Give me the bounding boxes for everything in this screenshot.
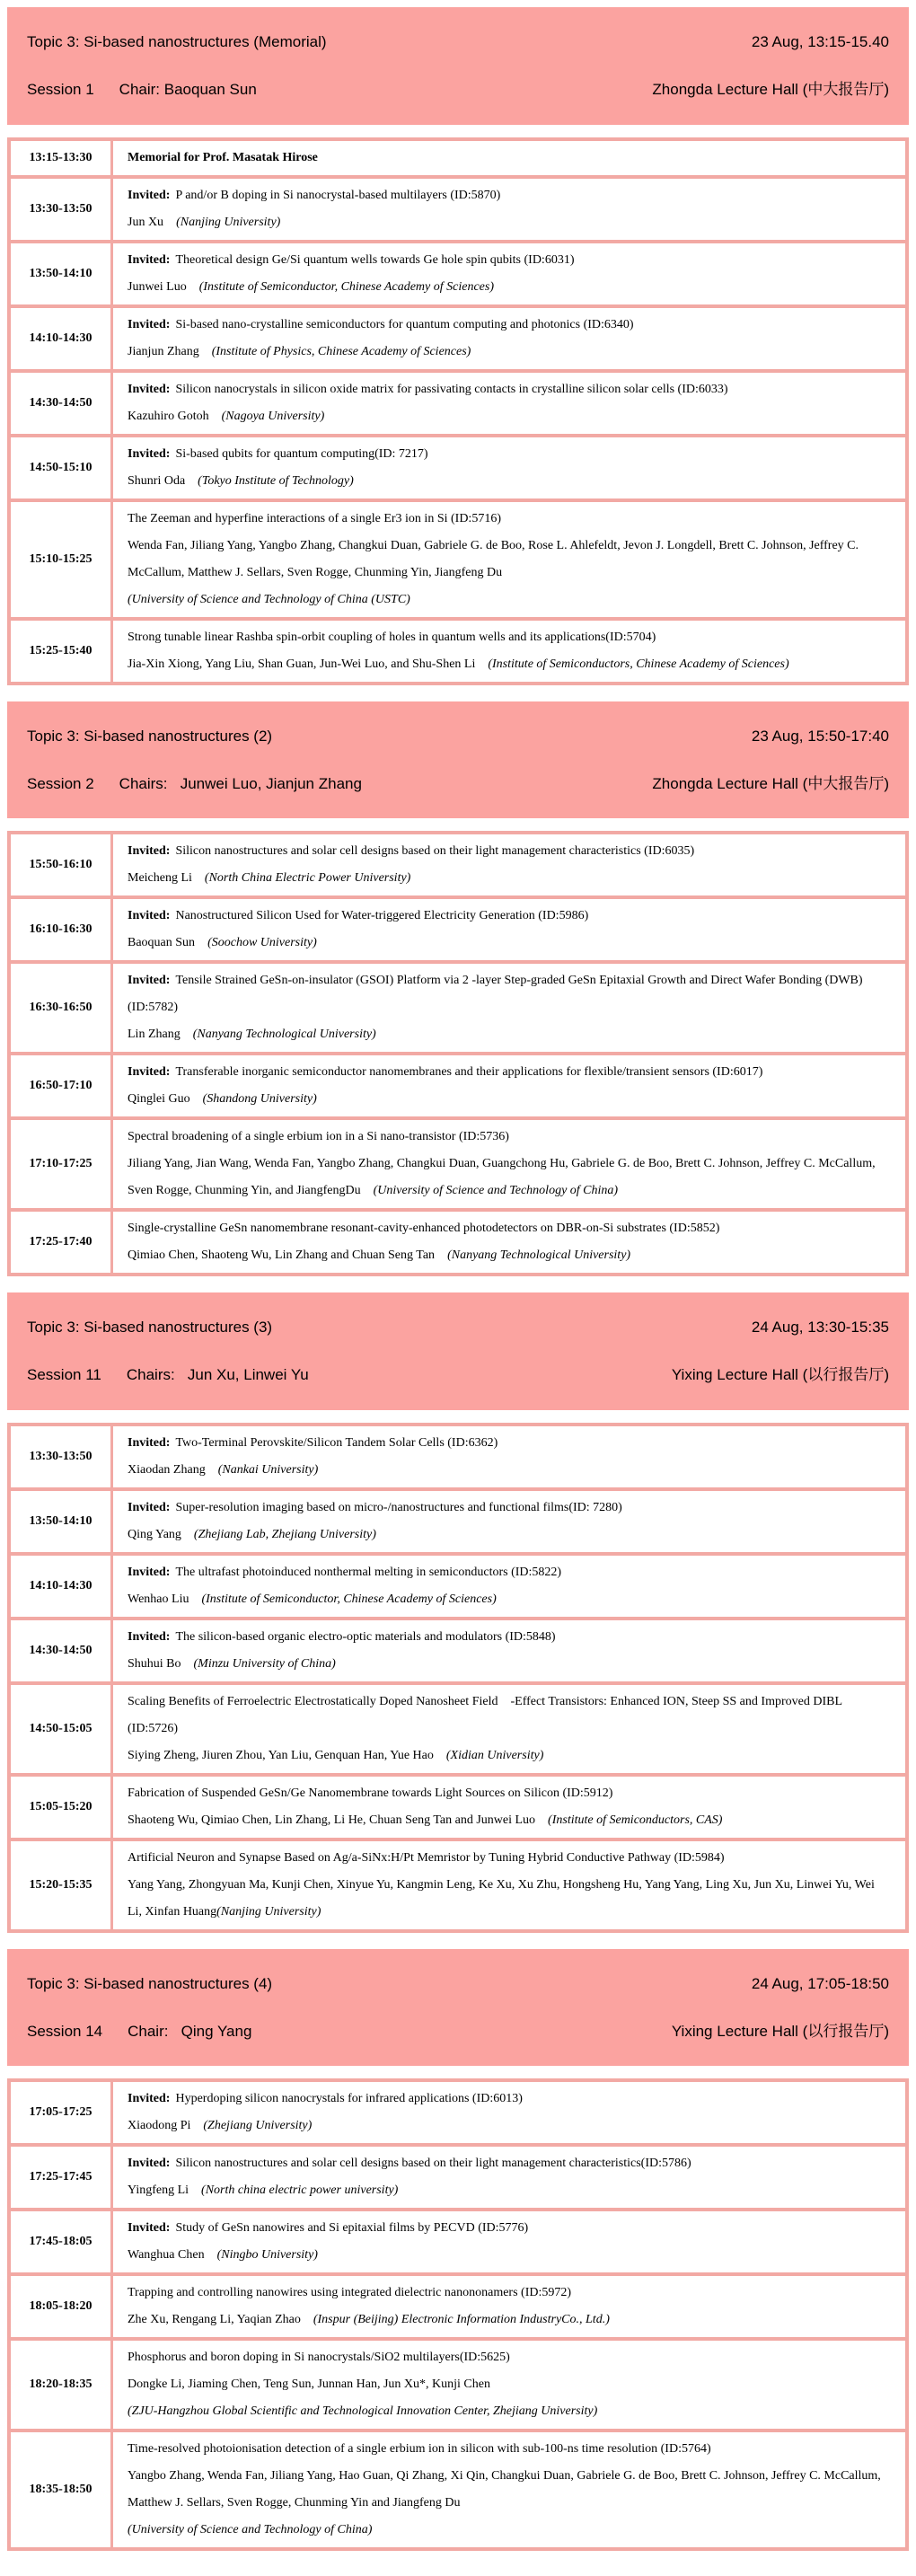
talk-cell bbox=[113, 502, 905, 617]
talk-title-line bbox=[128, 506, 891, 533]
talk-title-line bbox=[128, 1495, 891, 1522]
talk-row bbox=[11, 498, 905, 617]
session-info bbox=[27, 80, 257, 99]
talk-row bbox=[11, 834, 905, 895]
talk-authors-line bbox=[128, 1151, 891, 1204]
talk-authors: Jiliang Yang, Jian Wang, Wenda Fan, Yangbo Zhang, Changkui Duan, Guangchong Hu, Gabriele G. de Boo, Brett C. Johnson, Jeffrey C. McCallum, Sven Rogge, Chunming Yin, and JiangfengDu bbox=[128, 1157, 879, 1197]
time-slot: 14:30-14:50 bbox=[11, 1620, 113, 1681]
talk-row bbox=[11, 895, 905, 960]
talk-title: Trapping and controlling nanowires using integrated dielectric nanononamers (ID:5972) bbox=[128, 2286, 572, 2299]
talk-title: Study of GeSn nanowires and Si epitaxial films by PECVD (ID:5776) bbox=[175, 2221, 529, 2235]
talk-row bbox=[11, 1773, 905, 1838]
talk-row bbox=[11, 2272, 905, 2337]
talk-title: Silicon nanostructures and solar cell designs based on their light management characteristics (ID:6035) bbox=[175, 844, 695, 858]
time-slot: 14:30-14:50 bbox=[11, 373, 113, 434]
talk-authors: Shunri Oda bbox=[128, 473, 186, 488]
talk-authors-line bbox=[128, 1872, 891, 1926]
invited-label: Invited: bbox=[128, 1435, 171, 1450]
talk-affiliation: (Nanyang Technological University) bbox=[192, 1028, 376, 1041]
session-info bbox=[27, 2022, 251, 2041]
session-row bbox=[27, 774, 889, 793]
talk-row bbox=[11, 1838, 905, 1929]
talk-cell bbox=[113, 1620, 905, 1681]
talk-authors: Zhe Xu, Rengang Li, Yaqian Zhao bbox=[128, 2313, 301, 2326]
invited-label: Invited: bbox=[128, 2157, 171, 2170]
talk-row bbox=[11, 2082, 905, 2143]
talk-title: Tensile Strained GeSn-on-insulator (GSOI) Platform via 2 -layer Step-graded GeSn Epitaxial Growth and Direct Wafer Bonding (DWB) (ID:5782) bbox=[128, 974, 867, 1014]
talk-affiliation: (ZJU-Hangzhou Global Scientific and Technological Innovation Center, Zhejiang University) bbox=[128, 2404, 598, 2418]
time-slot: 14:50-15:05 bbox=[11, 1685, 113, 1773]
invited-label: Invited: bbox=[128, 844, 171, 858]
talk-affiliation: (Nanjing University) bbox=[176, 215, 281, 229]
talk-title: Time-resolved photoionisation detection of a single erbium ion in silicon with sub-100-ns time resolution (ID:5764) bbox=[128, 2442, 711, 2456]
talk-affiliation: (University of Science and Technology of China) bbox=[128, 2523, 373, 2536]
schedule-table bbox=[7, 2078, 909, 2551]
talk-row bbox=[11, 1052, 905, 1116]
time-slot: 16:30-16:50 bbox=[11, 964, 113, 1052]
talk-affiliation: (Ningbo University) bbox=[216, 2248, 318, 2262]
talk-cell bbox=[113, 1055, 905, 1116]
talk-affiliation: (Zhejiang University) bbox=[203, 2119, 313, 2132]
invited-label: Invited: bbox=[128, 2221, 171, 2235]
invited-label: Invited: bbox=[128, 1500, 171, 1514]
talk-title: Theoretical design Ge/Si quantum wells towards Ge hole spin qubits (ID:6031) bbox=[175, 252, 575, 267]
talk-title: Scaling Benefits of Ferroelectric Electrostatically Doped Nanosheet Field -Effect Transistors: Enhanced ION, Steep SS and Improved DIBL (ID:5726) bbox=[128, 1694, 845, 1735]
talk-affiliation: (North china electric power university) bbox=[201, 2183, 399, 2197]
lecture-hall: Zhongda Lecture Hall (中大报告厅) bbox=[652, 774, 889, 792]
talk-row bbox=[11, 1552, 905, 1617]
talk-title-line bbox=[128, 2086, 891, 2113]
talk-authors-line bbox=[128, 2177, 891, 2204]
talk-authors-line bbox=[128, 209, 891, 236]
talk-authors-line bbox=[128, 468, 891, 495]
talk-authors-line bbox=[128, 1457, 891, 1484]
talk-cell bbox=[113, 2341, 905, 2429]
talk-authors: Jun Xu bbox=[128, 215, 164, 229]
talk-authors-line bbox=[128, 533, 891, 587]
talk-title-line bbox=[128, 1430, 891, 1457]
talk-cell bbox=[113, 2211, 905, 2272]
talk-authors: Wenhao Liu bbox=[128, 1592, 189, 1606]
talk-title-line bbox=[128, 1780, 891, 1807]
talk-authors-line bbox=[128, 2307, 891, 2333]
time-slot: 15:10-15:25 bbox=[11, 502, 113, 617]
talk-authors: Baoquan Sun bbox=[128, 936, 196, 949]
talk-authors: Wenda Fan, Jiliang Yang, Yangbo Zhang, Changkui Duan, Gabriele G. de Boo, Rose L. Ahlefeldt, Jevon J. Longdell, Brett C. Johnson, Jeffrey C. McCallum, Matthew J. Sellars, Sven Rogge, Chunming Yin, Jiangfeng Du bbox=[128, 538, 862, 579]
time-slot: 13:15-13:30 bbox=[11, 141, 113, 175]
talk-title: Transferable inorganic semiconductor nanomembranes and their applications for flexible/transient sensors (ID:6017) bbox=[175, 1065, 763, 1079]
talk-row bbox=[11, 434, 905, 498]
talk-affiliation: (University of Science and Technology of China (USTC) bbox=[128, 592, 410, 606]
topic-title: Topic 3: Si-based nanostructures (3) bbox=[27, 1319, 273, 1336]
session-datetime: 24 Aug, 17:05-18:50 bbox=[751, 1974, 889, 1992]
talk-title-line bbox=[128, 1124, 891, 1151]
topic-row bbox=[27, 1318, 889, 1337]
invited-label: Invited: bbox=[128, 974, 171, 987]
schedule-table bbox=[7, 831, 909, 1276]
talk-affiliation-line bbox=[128, 2517, 891, 2544]
talk-title-line bbox=[128, 1689, 891, 1742]
talk-cell bbox=[113, 2147, 905, 2208]
invited-label: Invited: bbox=[128, 317, 171, 331]
time-slot: 15:20-15:35 bbox=[11, 1841, 113, 1929]
invited-label: Invited: bbox=[128, 446, 171, 461]
time-slot: 13:30-13:50 bbox=[11, 179, 113, 240]
session-row bbox=[27, 80, 889, 99]
topic-section bbox=[7, 701, 909, 1277]
talk-cell bbox=[113, 179, 905, 240]
time-slot: 17:25-17:40 bbox=[11, 1212, 113, 1273]
topic-row bbox=[27, 727, 889, 745]
talk-authors-line bbox=[128, 2113, 891, 2139]
topic-row bbox=[27, 32, 889, 51]
talk-authors-line bbox=[128, 1522, 891, 1548]
talk-cell bbox=[113, 1426, 905, 1487]
time-slot: 15:05-15:20 bbox=[11, 1777, 113, 1838]
time-slot: 16:50-17:10 bbox=[11, 1055, 113, 1116]
talk-authors: Shuhui Bo bbox=[128, 1656, 181, 1671]
talk-authors-line bbox=[128, 1742, 891, 1769]
session-datetime: 23 Aug, 15:50-17:40 bbox=[751, 727, 889, 745]
talk-authors-line bbox=[128, 1651, 891, 1678]
talk-row bbox=[11, 1681, 905, 1773]
talk-title-line bbox=[128, 182, 891, 209]
session-number: Session 2 bbox=[27, 774, 94, 792]
invited-label: Invited: bbox=[128, 909, 171, 922]
talk-affiliation: (Zhejiang Lab, Zhejiang University) bbox=[193, 1527, 376, 1541]
talk-authors: Dongke Li, Jiaming Chen, Teng Sun, Junnan Han, Jun Xu*, Kunji Chen bbox=[128, 2378, 490, 2391]
talk-affiliation: (Institute of Semiconductor, Chinese Academy of Sciences) bbox=[201, 1592, 497, 1606]
session-info bbox=[27, 1365, 309, 1384]
talk-title: Strong tunable linear Rashba spin-orbit coupling of holes in quantum wells and its applications(ID:5704) bbox=[128, 630, 656, 644]
talk-cell bbox=[113, 1841, 905, 1929]
lecture-hall: Yixing Lecture Hall (以行报告厅) bbox=[671, 2022, 889, 2040]
talk-row bbox=[11, 2143, 905, 2208]
talk-title-line bbox=[128, 2436, 891, 2463]
session-row bbox=[27, 2022, 889, 2041]
talk-authors-line bbox=[128, 865, 891, 892]
talk-authors-line bbox=[128, 1807, 891, 1834]
talk-title: Single-crystalline GeSn nanomembrane resonant-cavity-enhanced photodetectors on DBR-on-Si substrates (ID:5852) bbox=[128, 1222, 720, 1235]
talk-authors: Yang Yang, Zhongyuan Ma, Kunji Chen, Xinyue Yu, Kangmin Leng, Ke Xu, Xu Zhu, Hongsheng Hu, Yang Yang, Ling Xu, Jun Xu, Linwei Yu, Wei Li, Xinfan Huang bbox=[128, 1877, 878, 1919]
topic-title: Topic 3: Si-based nanostructures (4) bbox=[27, 1974, 273, 1992]
time-slot: 13:50-14:10 bbox=[11, 243, 113, 304]
talk-row bbox=[11, 1116, 905, 1208]
session-chairs: Chair: Baoquan Sun bbox=[119, 81, 257, 99]
talk-authors: Xiaodan Zhang bbox=[128, 1462, 206, 1477]
talk-authors: Yangbo Zhang, Wenda Fan, Jiliang Yang, Hao Guan, Qi Zhang, Xi Qin, Changkui Duan, Gabriele G. de Boo, Brett C. Johnson, Jeffrey C. McCallum, Matthew J. Sellars, Sven Rogge, Chunming Yin and Jiangfeng Du bbox=[128, 2469, 885, 2510]
talk-cell bbox=[113, 1212, 905, 1273]
talk-title-line bbox=[128, 838, 891, 865]
talk-affiliation: (University of Science and Technology of China) bbox=[373, 1184, 619, 1197]
session-datetime: 24 Aug, 13:30-15:35 bbox=[751, 1319, 889, 1336]
talk-authors-line bbox=[128, 1242, 891, 1269]
talk-row bbox=[11, 304, 905, 369]
talk-title: Super-resolution imaging based on micro-/nanostructures and functional films(ID: 7280) bbox=[175, 1500, 622, 1514]
talk-affiliation: (Nanjing University) bbox=[216, 1904, 321, 1919]
talk-cell bbox=[113, 1777, 905, 1838]
talk-title: The Zeeman and hyperfine interactions of a single Er3 ion in Si (ID:5716) bbox=[128, 511, 501, 525]
talk-authors: Jia-Xin Xiong, Yang Liu, Shan Guan, Jun-Wei Luo, and Shu-Shen Li bbox=[128, 657, 476, 671]
session-header bbox=[7, 7, 909, 125]
time-slot: 17:25-17:45 bbox=[11, 2147, 113, 2208]
talk-authors-line bbox=[128, 930, 891, 957]
talk-authors: Qing Yang bbox=[128, 1527, 181, 1541]
talk-cell bbox=[113, 243, 905, 304]
talk-authors: Meicheng Li bbox=[128, 871, 192, 885]
time-slot: 14:10-14:30 bbox=[11, 308, 113, 369]
invited-label: Invited: bbox=[128, 1565, 171, 1579]
talk-title-line bbox=[128, 2215, 891, 2242]
talk-row bbox=[11, 2337, 905, 2429]
talk-cell bbox=[113, 141, 905, 175]
talk-affiliation: (Nagoya University) bbox=[221, 409, 325, 423]
time-slot: 17:45-18:05 bbox=[11, 2211, 113, 2272]
talk-row bbox=[11, 2429, 905, 2547]
session-header bbox=[7, 1292, 909, 1410]
talk-row bbox=[11, 141, 905, 175]
talk-affiliation: (Shandong University) bbox=[202, 1092, 317, 1106]
talk-affiliation: (Institute of Semiconductors, CAS) bbox=[548, 1813, 723, 1827]
talk-title-line bbox=[128, 1559, 891, 1586]
talk-authors: Qimiao Chen, Shaoteng Wu, Lin Zhang and Chuan Seng Tan bbox=[128, 1248, 436, 1262]
talk-title-line bbox=[128, 2150, 891, 2177]
time-slot: 17:05-17:25 bbox=[11, 2082, 113, 2143]
talk-cell bbox=[113, 621, 905, 682]
talk-affiliation-line bbox=[128, 2398, 891, 2425]
talk-row bbox=[11, 1426, 905, 1487]
session-info bbox=[27, 774, 362, 793]
lecture-hall: Zhongda Lecture Hall (中大报告厅) bbox=[652, 81, 889, 99]
talk-title: Artificial Neuron and Synapse Based on Ag/a-SiNx:H/Pt Memristor by Tuning Hybrid Conductive Pathway (ID:5984) bbox=[128, 1850, 725, 1865]
topic-title: Topic 3: Si-based nanostructures (Memorial) bbox=[27, 33, 327, 50]
time-slot: 16:10-16:30 bbox=[11, 899, 113, 960]
talk-row bbox=[11, 960, 905, 1052]
session-header bbox=[7, 701, 909, 819]
schedule-table bbox=[7, 1423, 909, 1933]
session-chairs: Chairs: Jun Xu, Linwei Yu bbox=[126, 1366, 309, 1384]
talk-affiliation: (Minzu University of China) bbox=[193, 1656, 336, 1671]
topic-section bbox=[7, 1949, 909, 2552]
talk-authors: Qinglei Guo bbox=[128, 1092, 190, 1106]
lecture-hall: Yixing Lecture Hall (以行报告厅) bbox=[671, 1366, 889, 1384]
talk-title-line bbox=[128, 312, 891, 339]
talk-title-line bbox=[128, 1215, 891, 1242]
talk-title: Memorial for Prof. Masatak Hirose bbox=[128, 150, 318, 164]
talk-authors: Lin Zhang bbox=[128, 1028, 181, 1041]
talk-title-line bbox=[128, 1624, 891, 1651]
talk-row bbox=[11, 1617, 905, 1681]
talk-affiliation: (Institute of Semiconductor, Chinese Academy of Sciences) bbox=[198, 279, 494, 294]
schedule-table bbox=[7, 137, 909, 685]
talk-cell bbox=[113, 2432, 905, 2547]
talk-affiliation: (North China Electric Power University) bbox=[204, 871, 411, 885]
talk-title-line bbox=[128, 903, 891, 930]
talk-row bbox=[11, 1208, 905, 1273]
session-number: Session 14 bbox=[27, 2022, 103, 2040]
talk-authors: Wanghua Chen bbox=[128, 2248, 205, 2262]
session-chairs: Chair: Qing Yang bbox=[128, 2022, 252, 2040]
talk-authors-line bbox=[128, 1021, 891, 1048]
invited-label: Invited: bbox=[128, 1065, 171, 1079]
talk-title-line bbox=[128, 1845, 891, 1872]
talk-authors: Shaoteng Wu, Qimiao Chen, Lin Zhang, Li He, Chuan Seng Tan and Junwei Luo bbox=[128, 1813, 536, 1827]
talk-row bbox=[11, 369, 905, 434]
talk-cell bbox=[113, 834, 905, 895]
time-slot: 18:35-18:50 bbox=[11, 2432, 113, 2547]
talk-title: P and/or B doping in Si nanocrystal-based multilayers (ID:5870) bbox=[175, 188, 501, 202]
session-row bbox=[27, 1365, 889, 1384]
talk-authors: Xiaodong Pi bbox=[128, 2119, 191, 2132]
talk-cell bbox=[113, 2082, 905, 2143]
talk-title-line bbox=[128, 145, 891, 172]
session-number: Session 11 bbox=[27, 1366, 101, 1384]
talk-authors: Junwei Luo bbox=[128, 279, 187, 294]
talk-title: Nanostructured Silicon Used for Water-triggered Electricity Generation (ID:5986) bbox=[175, 909, 589, 922]
invited-label: Invited: bbox=[128, 188, 171, 202]
talk-authors: Jianjun Zhang bbox=[128, 344, 199, 358]
talk-title-line bbox=[128, 441, 891, 468]
talk-title-line bbox=[128, 376, 891, 403]
talk-title-line bbox=[128, 624, 891, 651]
talk-affiliation: (Institute of Physics, Chinese Academy of Sciences) bbox=[211, 344, 471, 358]
talk-authors: Yingfeng Li bbox=[128, 2183, 189, 2197]
talk-title: Si-based qubits for quantum computing(ID: 7217) bbox=[175, 446, 428, 461]
talk-affiliation: (Soochow University) bbox=[207, 936, 317, 949]
talk-authors-line bbox=[128, 2371, 891, 2398]
talk-authors-line bbox=[128, 1086, 891, 1113]
talk-title: Fabrication of Suspended GeSn/Ge Nanomembrane towards Light Sources on Silicon (ID:5912) bbox=[128, 1786, 613, 1800]
talk-affiliation: (Nankai University) bbox=[217, 1462, 319, 1477]
talk-cell bbox=[113, 899, 905, 960]
topic-section bbox=[7, 1292, 909, 1933]
talk-title: Spectral broadening of a single erbium ion in a Si nano-transistor (ID:5736) bbox=[128, 1130, 509, 1143]
talk-affiliation: (Nanyang Technological University) bbox=[447, 1248, 631, 1262]
talk-title-line bbox=[128, 1059, 891, 1086]
topic-section bbox=[7, 7, 909, 685]
talk-cell bbox=[113, 373, 905, 434]
talk-cell bbox=[113, 964, 905, 1052]
talk-cell bbox=[113, 1556, 905, 1617]
talk-affiliation: (Xidian University) bbox=[445, 1748, 544, 1762]
talk-cell bbox=[113, 2276, 905, 2337]
talk-title: Silicon nanostructures and solar cell designs based on their light management characteristics(ID:5786) bbox=[175, 2157, 691, 2170]
talk-authors-line bbox=[128, 1586, 891, 1613]
talk-cell bbox=[113, 1685, 905, 1773]
session-header bbox=[7, 1949, 909, 2067]
talk-row bbox=[11, 175, 905, 240]
talk-title: The ultrafast photoinduced nonthermal melting in semiconductors (ID:5822) bbox=[175, 1565, 562, 1579]
time-slot: 14:10-14:30 bbox=[11, 1556, 113, 1617]
topic-row bbox=[27, 1974, 889, 1993]
time-slot: 14:50-15:10 bbox=[11, 437, 113, 498]
talk-row bbox=[11, 1487, 905, 1552]
talk-row bbox=[11, 240, 905, 304]
talk-title: Hyperdoping silicon nanocrystals for infrared applications (ID:6013) bbox=[175, 2092, 523, 2105]
invited-label: Invited: bbox=[128, 252, 171, 267]
talk-authors-line bbox=[128, 2463, 891, 2517]
talk-title-line bbox=[128, 2344, 891, 2371]
talk-title-line bbox=[128, 2280, 891, 2307]
time-slot: 13:50-14:10 bbox=[11, 1491, 113, 1552]
talk-authors-line bbox=[128, 274, 891, 301]
invited-label: Invited: bbox=[128, 382, 171, 396]
talk-title: Silicon nanocrystals in silicon oxide matrix for passivating contacts in crystalline silicon solar cells (ID:6033) bbox=[175, 382, 728, 396]
talk-title-line bbox=[128, 967, 891, 1021]
talk-title-line bbox=[128, 247, 891, 274]
talk-title: The silicon-based organic electro-optic materials and modulators (ID:5848) bbox=[175, 1629, 556, 1644]
time-slot: 17:10-17:25 bbox=[11, 1120, 113, 1208]
talk-authors: Kazuhiro Gotoh bbox=[128, 409, 209, 423]
talk-authors-line bbox=[128, 339, 891, 366]
talk-cell bbox=[113, 1491, 905, 1552]
invited-label: Invited: bbox=[128, 2092, 171, 2105]
talk-row bbox=[11, 617, 905, 682]
time-slot: 15:25-15:40 bbox=[11, 621, 113, 682]
talk-affiliation-line bbox=[128, 587, 891, 613]
talk-authors-line bbox=[128, 403, 891, 430]
talk-title: Two-Terminal Perovskite/Silicon Tandem Solar Cells (ID:6362) bbox=[175, 1435, 498, 1450]
invited-label: Invited: bbox=[128, 1629, 171, 1644]
time-slot: 15:50-16:10 bbox=[11, 834, 113, 895]
talk-authors: Siying Zheng, Jiuren Zhou, Yan Liu, Genquan Han, Yue Hao bbox=[128, 1748, 434, 1762]
talk-affiliation: (Inspur (Beijing) Electronic Information IndustryCo., Ltd.) bbox=[313, 2313, 610, 2326]
time-slot: 13:30-13:50 bbox=[11, 1426, 113, 1487]
session-datetime: 23 Aug, 13:15-15.40 bbox=[751, 33, 889, 50]
talk-cell bbox=[113, 437, 905, 498]
talk-cell bbox=[113, 308, 905, 369]
talk-row bbox=[11, 2208, 905, 2272]
session-chairs: Chairs: Junwei Luo, Jianjun Zhang bbox=[119, 774, 362, 792]
time-slot: 18:05-18:20 bbox=[11, 2276, 113, 2337]
time-slot: 18:20-18:35 bbox=[11, 2341, 113, 2429]
talk-affiliation: (Tokyo Institute of Technology) bbox=[198, 473, 354, 488]
session-number: Session 1 bbox=[27, 81, 94, 99]
talk-title: Phosphorus and boron doping in Si nanocrystals/SiO2 multilayers(ID:5625) bbox=[128, 2351, 510, 2364]
talk-authors-line bbox=[128, 651, 891, 678]
talk-cell bbox=[113, 1120, 905, 1208]
talk-authors-line bbox=[128, 2242, 891, 2269]
talk-affiliation: (Institute of Semiconductors, Chinese Academy of Sciences) bbox=[488, 657, 789, 671]
topic-title: Topic 3: Si-based nanostructures (2) bbox=[27, 727, 273, 745]
talk-title: Si-based nano-crystalline semiconductors for quantum computing and photonics (ID:6340) bbox=[175, 317, 634, 331]
